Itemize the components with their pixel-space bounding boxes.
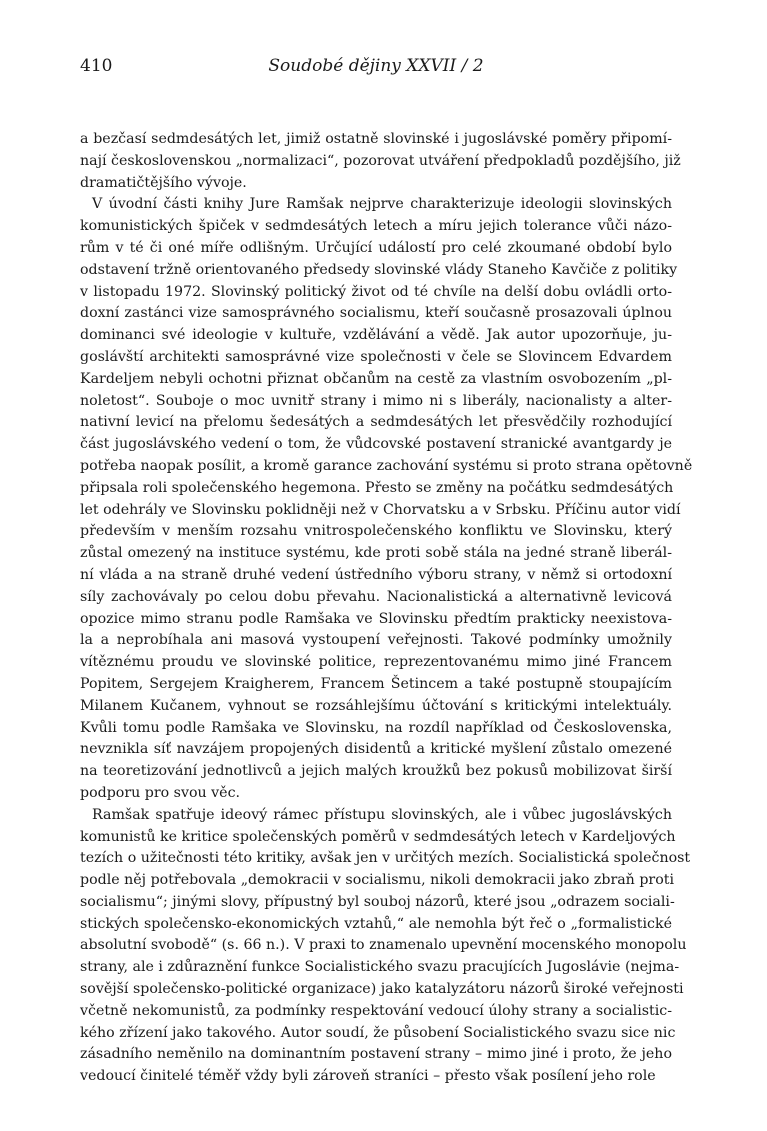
paragraph bbox=[80, 129, 681, 194]
text-line: nativní levicí na přelomu šedesátých a sedmdesátých let přesvědčily rozhodující bbox=[80, 414, 672, 431]
text-line: dominanci své ideologie v kultuře, vzdělávání a vědě. Jak autor upozorňuje, ju- bbox=[80, 327, 672, 344]
text-line: sovější společensko-politické organizace) jako katalyzátoru názorů široké veřejnosti bbox=[80, 981, 684, 998]
text-line: na teoretizování jednotlivců a jejich malých kroužků bez pokusů mobilizovat širší bbox=[80, 763, 672, 780]
running-title: Soudobé dějiny XXVII / 2 bbox=[268, 56, 484, 76]
text-line: zůstal omezený na instituce systému, kde proti sobě stála na jedné straně liberál- bbox=[80, 545, 672, 562]
text-line: Kvůli tomu podle Ramšaka ve Slovinsku, na rozdíl například od Československa, bbox=[80, 719, 672, 736]
text-line: podle něj potřebovala „demokracii v socialismu, nikoli demokracii jako zbraň proti bbox=[80, 872, 674, 889]
text-line: včetně nekomunistů, za podmínky respektování vedoucí úlohy strany a socialistic- bbox=[80, 1002, 672, 1019]
text-line: zásadního neměnilo na dominantním postavení strany – mimo jiné i proto, že jeho bbox=[80, 1046, 672, 1063]
page-number: 410 bbox=[80, 56, 113, 76]
text-line: Ramšak spatřuje ideový rámec přístupu slovinských, ale i vůbec jugoslávských bbox=[92, 806, 672, 823]
text-line: goslávští architekti samosprávné vize společnosti v čele se Slovincem Edvardem bbox=[80, 348, 672, 365]
text-line: socialismu“; jinými slovy, přípustný byl souboj názorů, které jsou „odrazem sociali- bbox=[80, 893, 675, 910]
text-line: a bezčasí sedmdesátých let, jimiž ostatně slovinské i jugoslávské poměry připomí- bbox=[80, 131, 672, 147]
text-line: let odehrály ve Slovinsku poklidněji než v Chorvatsku a v Srbsku. Příčinu autor vidí bbox=[80, 501, 681, 518]
text-line: část jugoslávského vedení o tom, že vůdcovské postavení stranické avantgardy je bbox=[80, 436, 672, 453]
text-line: komunistů ke kritice společenských poměrů v sedmdesátých letech v Kardeljových bbox=[80, 828, 676, 845]
text-line: Milanem Kučanem, vyhnout se rozsáhlejšímu účtování s kritickými intelektuály. bbox=[80, 697, 672, 714]
text-line: ní vláda a na straně druhé vedení ústředního výboru strany, v němž si ortodoxní bbox=[80, 566, 672, 583]
paragraph bbox=[80, 194, 693, 804]
text-line: komunistických špiček v sedmdesátých letech a míru jejich tolerance vůči názo- bbox=[80, 218, 672, 235]
text-line: noletost“. Souboje o moc uvnitř strany i mimo ni s liberály, nacionalisty a alter- bbox=[80, 392, 672, 409]
text-line: nají československou „normalizaci“, pozorovat utváření předpokladů pozdějšího, již bbox=[80, 152, 681, 169]
text-line: absolutní svobodě“ (s. 66 n.). V praxi to znamenalo upevnění mocenského monopolu bbox=[80, 937, 687, 954]
text-line: v listopadu 1972. Slovinský politický život od té chvíle na delší dobu ovládli orto- bbox=[80, 283, 672, 300]
text-line: vedoucí činitelé téměř vždy byli zároveň straníci – přesto však posílení jeho role bbox=[80, 1068, 656, 1085]
text-line: stických společensko-ekonomických vztahů,“ ale nemohla být řeč o „formalistické bbox=[80, 915, 672, 932]
text-line: la a neprobíhala ani masová vystoupení veřejnosti. Takové podmínky umožnily bbox=[80, 632, 672, 649]
text-line: vítěznému proudu ve slovinské politice, reprezentovanému mimo jiné Francem bbox=[80, 654, 672, 671]
text-line: V úvodní části knihy Jure Ramšak nejprve charakterizuje ideologii slovinských bbox=[92, 196, 672, 213]
text-line: tezích o užitečnosti této kritiky, avšak jen v určitých mezích. Socialistická společnost bbox=[80, 850, 691, 867]
body-text bbox=[80, 129, 693, 1088]
text-line: Popitem, Sergejem Kraigherem, Francem Šetincem a také postupně stoupajícím bbox=[80, 675, 672, 692]
text-line: Kardeljem nebyli ochotni přiznat občanům na cestě za vlastním osvobozením „pl- bbox=[80, 370, 672, 387]
text-line: nevznikla síť navzájem propojených disidentů a kritické myšlení zůstalo omezené bbox=[80, 741, 672, 758]
text-line: dramatičtějšího vývoje. bbox=[80, 174, 247, 191]
text-line: především v menším rozsahu vnitrospolečenského konfliktu ve Slovinsku, který bbox=[80, 523, 672, 540]
text-line: potřeba naopak posílit, a kromě garance zachování systému si proto strana opětovně bbox=[80, 457, 693, 474]
text-line: opozice mimo stranu podle Ramšaka ve Slovinsku předtím prakticky neexistova- bbox=[80, 610, 672, 627]
page-header bbox=[80, 56, 672, 80]
text-line: síly zachovávaly po celou dobu převahu. Nacionalistická a alternativně levicová bbox=[80, 588, 672, 605]
text-line: doxní zastánci vize samosprávného socialismu, kteří současně prosazovali úplnou bbox=[80, 305, 672, 322]
text-line: podporu pro svou věc. bbox=[80, 784, 241, 801]
paragraph bbox=[80, 805, 691, 1088]
text-line: připsala roli společenského hegemona. Přesto se změny na počátku sedmdesátých bbox=[80, 479, 674, 496]
text-line: kého zřízení jako takového. Autor soudí, že působení Socialistického svazu sice nic bbox=[80, 1024, 676, 1041]
text-line: odstavení tržně orientovaného předsedy slovinské vlády Staneho Kavčiče z politiky bbox=[80, 261, 678, 278]
text-line: strany, ale i zdůraznění funkce Socialistického svazu pracujících Jugoslávie (nejma- bbox=[80, 959, 680, 976]
text-line: rům v té či oné míře odlišným. Určující událostí pro celé zkoumané období bylo bbox=[80, 239, 672, 256]
